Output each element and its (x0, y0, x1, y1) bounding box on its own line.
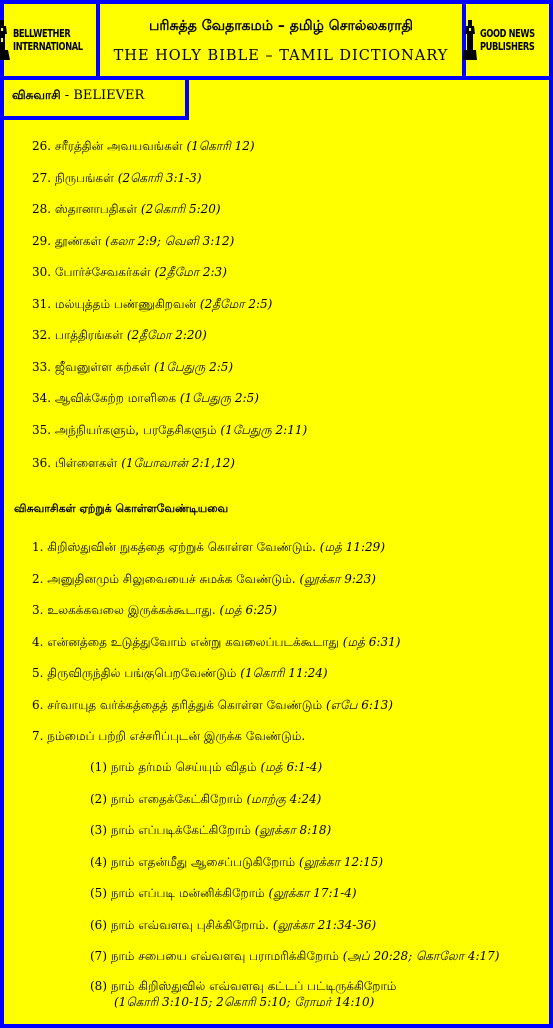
section-heading: விசுவாசிகள் ஏற்றுக் கொள்ளவேண்டியவை (14, 502, 229, 515)
scripture-reference: (லூக்கா 12:15) (299, 854, 384, 869)
item-text: போர்ச்சேவகர்கள் (54, 265, 151, 279)
list-item (32, 171, 202, 187)
scripture-reference: (அப் 20:28; கொலோ 4:17) (342, 949, 500, 963)
scripture-reference: (மாற்கு 4:24) (246, 791, 322, 806)
scripture-reference: (1பேதுரு 2:5) (154, 359, 234, 374)
scripture-reference: (1பேதுரு 2:11) (220, 422, 308, 437)
scripture-reference: (1கொரி 3:10-15; 2கொரி 5:10; ரோமர் 14:10) (114, 995, 375, 1009)
topic-tab (4, 80, 189, 120)
item-number: 35. (32, 422, 52, 437)
scripture-reference: (1பேதுரு 2:5) (179, 391, 259, 405)
list-item (32, 360, 233, 376)
topic-separator: - (60, 88, 74, 103)
sublist-item (90, 918, 376, 934)
scripture-reference: (எபே 6:13) (325, 697, 393, 712)
item-text: சர்வாயுத வர்க்கத்தைத் தரித்துக் கொள்ள வேண்டும் (47, 697, 323, 712)
item-number: (3) (90, 823, 107, 837)
scripture-reference: (1கொரி 12) (186, 139, 255, 153)
item-number: 31. (32, 296, 52, 311)
item-number: (2) (90, 791, 107, 806)
item-number: 2. (32, 571, 44, 586)
list-item (32, 265, 227, 281)
item-number: 6. (32, 697, 44, 712)
item-number: 4. (32, 634, 44, 649)
bellwether-logo (4, 4, 96, 76)
item-text: பாத்திரங்கள் (54, 328, 123, 342)
sublist-item (90, 949, 499, 965)
scripture-reference: (2கொரி 3:1-3) (117, 170, 202, 185)
list-item (32, 666, 328, 682)
item-text: தூண்கள் (54, 233, 102, 248)
scripture-reference: (2கொரி 5:20) (140, 202, 221, 216)
scripture-reference: (1யோவான் 2:1,12) (121, 456, 235, 470)
item-number: 30. (32, 265, 52, 279)
scripture-reference: (மத் 6:25) (219, 603, 278, 617)
item-number: (8) (90, 979, 107, 993)
list-item (32, 698, 393, 714)
item-text: உலகக்கவலை இருக்கக்கூடாது. (47, 603, 216, 617)
good-news-logo (466, 4, 549, 76)
list-item (32, 328, 207, 344)
list-item (32, 540, 385, 556)
scripture-reference: (2தீமோ 2:5) (199, 296, 273, 311)
item-number: 28. (32, 202, 52, 216)
list-item (32, 297, 272, 313)
scripture-reference: (மத் 11:29) (319, 540, 385, 554)
item-text: நிருபங்கள் (54, 170, 114, 185)
list-item (32, 202, 221, 218)
sublist-item (90, 978, 540, 1010)
sublist-item (90, 792, 321, 808)
item-text: என்னத்தை உடுத்துவோம் என்று கவலைப்படக்கூடாது (47, 634, 339, 649)
item-text: மல்யுத்தம் பண்ணுகிறவன் (54, 296, 197, 311)
item-text: நாம் சபையை எவ்வளவு பராமரிக்கிறோம் (110, 949, 339, 963)
item-text: நாம் எதைக்கேட்கிறோம் (110, 791, 243, 806)
title-banner (100, 4, 462, 76)
item-number: (5) (90, 886, 107, 900)
item-number: 32. (32, 328, 52, 342)
item-text: நம்மைப் பற்றி எச்சரிப்புடன் இருக்க வேண்டும். (47, 729, 306, 743)
scripture-reference: (லூக்கா 8:18) (254, 823, 332, 837)
scripture-reference: (லூக்கா 9:23) (299, 571, 376, 586)
list-item (32, 729, 305, 745)
scripture-reference: (மத் 6:31) (342, 634, 401, 649)
item-text: ஸ்தானாபதிகள் (54, 202, 138, 216)
item-number: 26. (32, 139, 52, 153)
list-item (32, 423, 307, 439)
tower-icon (0, 18, 10, 62)
scripture-reference: (மத் 6:1-4) (260, 760, 323, 774)
item-text: நாம் எதன்மீது ஆசைப்படுகிறோம் (110, 854, 296, 869)
topic-tamil: விசுவாசி (12, 88, 61, 102)
item-text: நாம் எப்படி மன்னிக்கிறோம் (110, 886, 265, 900)
sublist-item (90, 823, 331, 839)
item-number: 29. (32, 233, 52, 248)
item-number: (7) (90, 949, 107, 963)
list-item (32, 635, 400, 651)
item-text: சரீரத்தின் அவயவங்கள் (54, 139, 183, 153)
item-text: நாம் எவ்வளவு புசிக்கிறோம். (110, 917, 269, 932)
tower-icon (463, 19, 477, 61)
item-text: அந்நியர்களும், பரதேசிகளும் (54, 422, 217, 437)
item-number: 27. (32, 170, 52, 185)
left-logo-line1: BELLWETHER (13, 27, 71, 40)
item-number: 3. (32, 603, 44, 617)
sublist-item (90, 886, 357, 902)
list-item (32, 391, 259, 407)
item-text: ஆவிக்கேற்ற மாளிகை (54, 391, 176, 405)
list-item (32, 572, 376, 588)
item-number: 1. (32, 540, 44, 554)
item-number: 36. (32, 456, 52, 470)
scripture-reference: (கலா 2:9; வெளி 3:12) (105, 233, 235, 248)
right-logo-line2: PUBLISHERS (479, 40, 534, 53)
list-item (32, 603, 277, 619)
item-number: (4) (90, 854, 107, 869)
title-tamil: பரிசுத்த வேதாகமம் – தமிழ் சொல்லகராதி (149, 18, 413, 34)
item-number: 34. (32, 391, 52, 405)
right-logo-line1: GOOD NEWS (479, 27, 535, 40)
scripture-reference: (லூக்கா 21:34-36) (272, 917, 377, 932)
sublist-item (90, 760, 322, 776)
title-english: THE HOLY BIBLE – TAMIL DICTIONARY (113, 48, 449, 64)
item-text: திருவிருந்தில் பங்குபெறவேண்டும் (47, 666, 237, 680)
item-text: ஜீவனுள்ள கற்கள் (54, 359, 151, 374)
list-item (32, 234, 234, 250)
item-text: நாம் கிறிஸ்துவில் எவ்வளவு கட்டப் பட்டிருக்கிறோம் (110, 979, 397, 993)
sublist-item (90, 855, 383, 871)
item-text: அனுதினமும் சிலுவையைச் சுமக்க வேண்டும். (47, 571, 296, 586)
item-number: 33. (32, 359, 52, 374)
scripture-reference: (1கொரி 11:24) (240, 666, 328, 680)
item-text: நாம் எப்படிக்கேட்கிறோம் (110, 823, 251, 837)
list-item (32, 139, 255, 155)
item-number: 7. (32, 729, 44, 743)
left-logo-line2: INTERNATIONAL (13, 40, 83, 53)
scripture-reference: (2தீமோ 2:3) (154, 265, 227, 279)
item-number: (1) (90, 760, 107, 774)
item-number: (6) (90, 917, 107, 932)
scripture-reference: (2தீமோ 2:20) (126, 328, 207, 342)
item-text: பிள்ளைகள் (54, 456, 118, 470)
item-text: கிறிஸ்துவின் நுகத்தை ஏற்றுக் கொள்ள வேண்டும். (47, 540, 316, 554)
item-number: 5. (32, 666, 44, 680)
topic-english: BELIEVER (73, 88, 145, 103)
item-text: நாம் தர்மம் செய்யும் விதம் (110, 760, 257, 774)
scripture-reference: (லூக்கா 17:1-4) (268, 886, 357, 900)
list-item (32, 456, 235, 472)
